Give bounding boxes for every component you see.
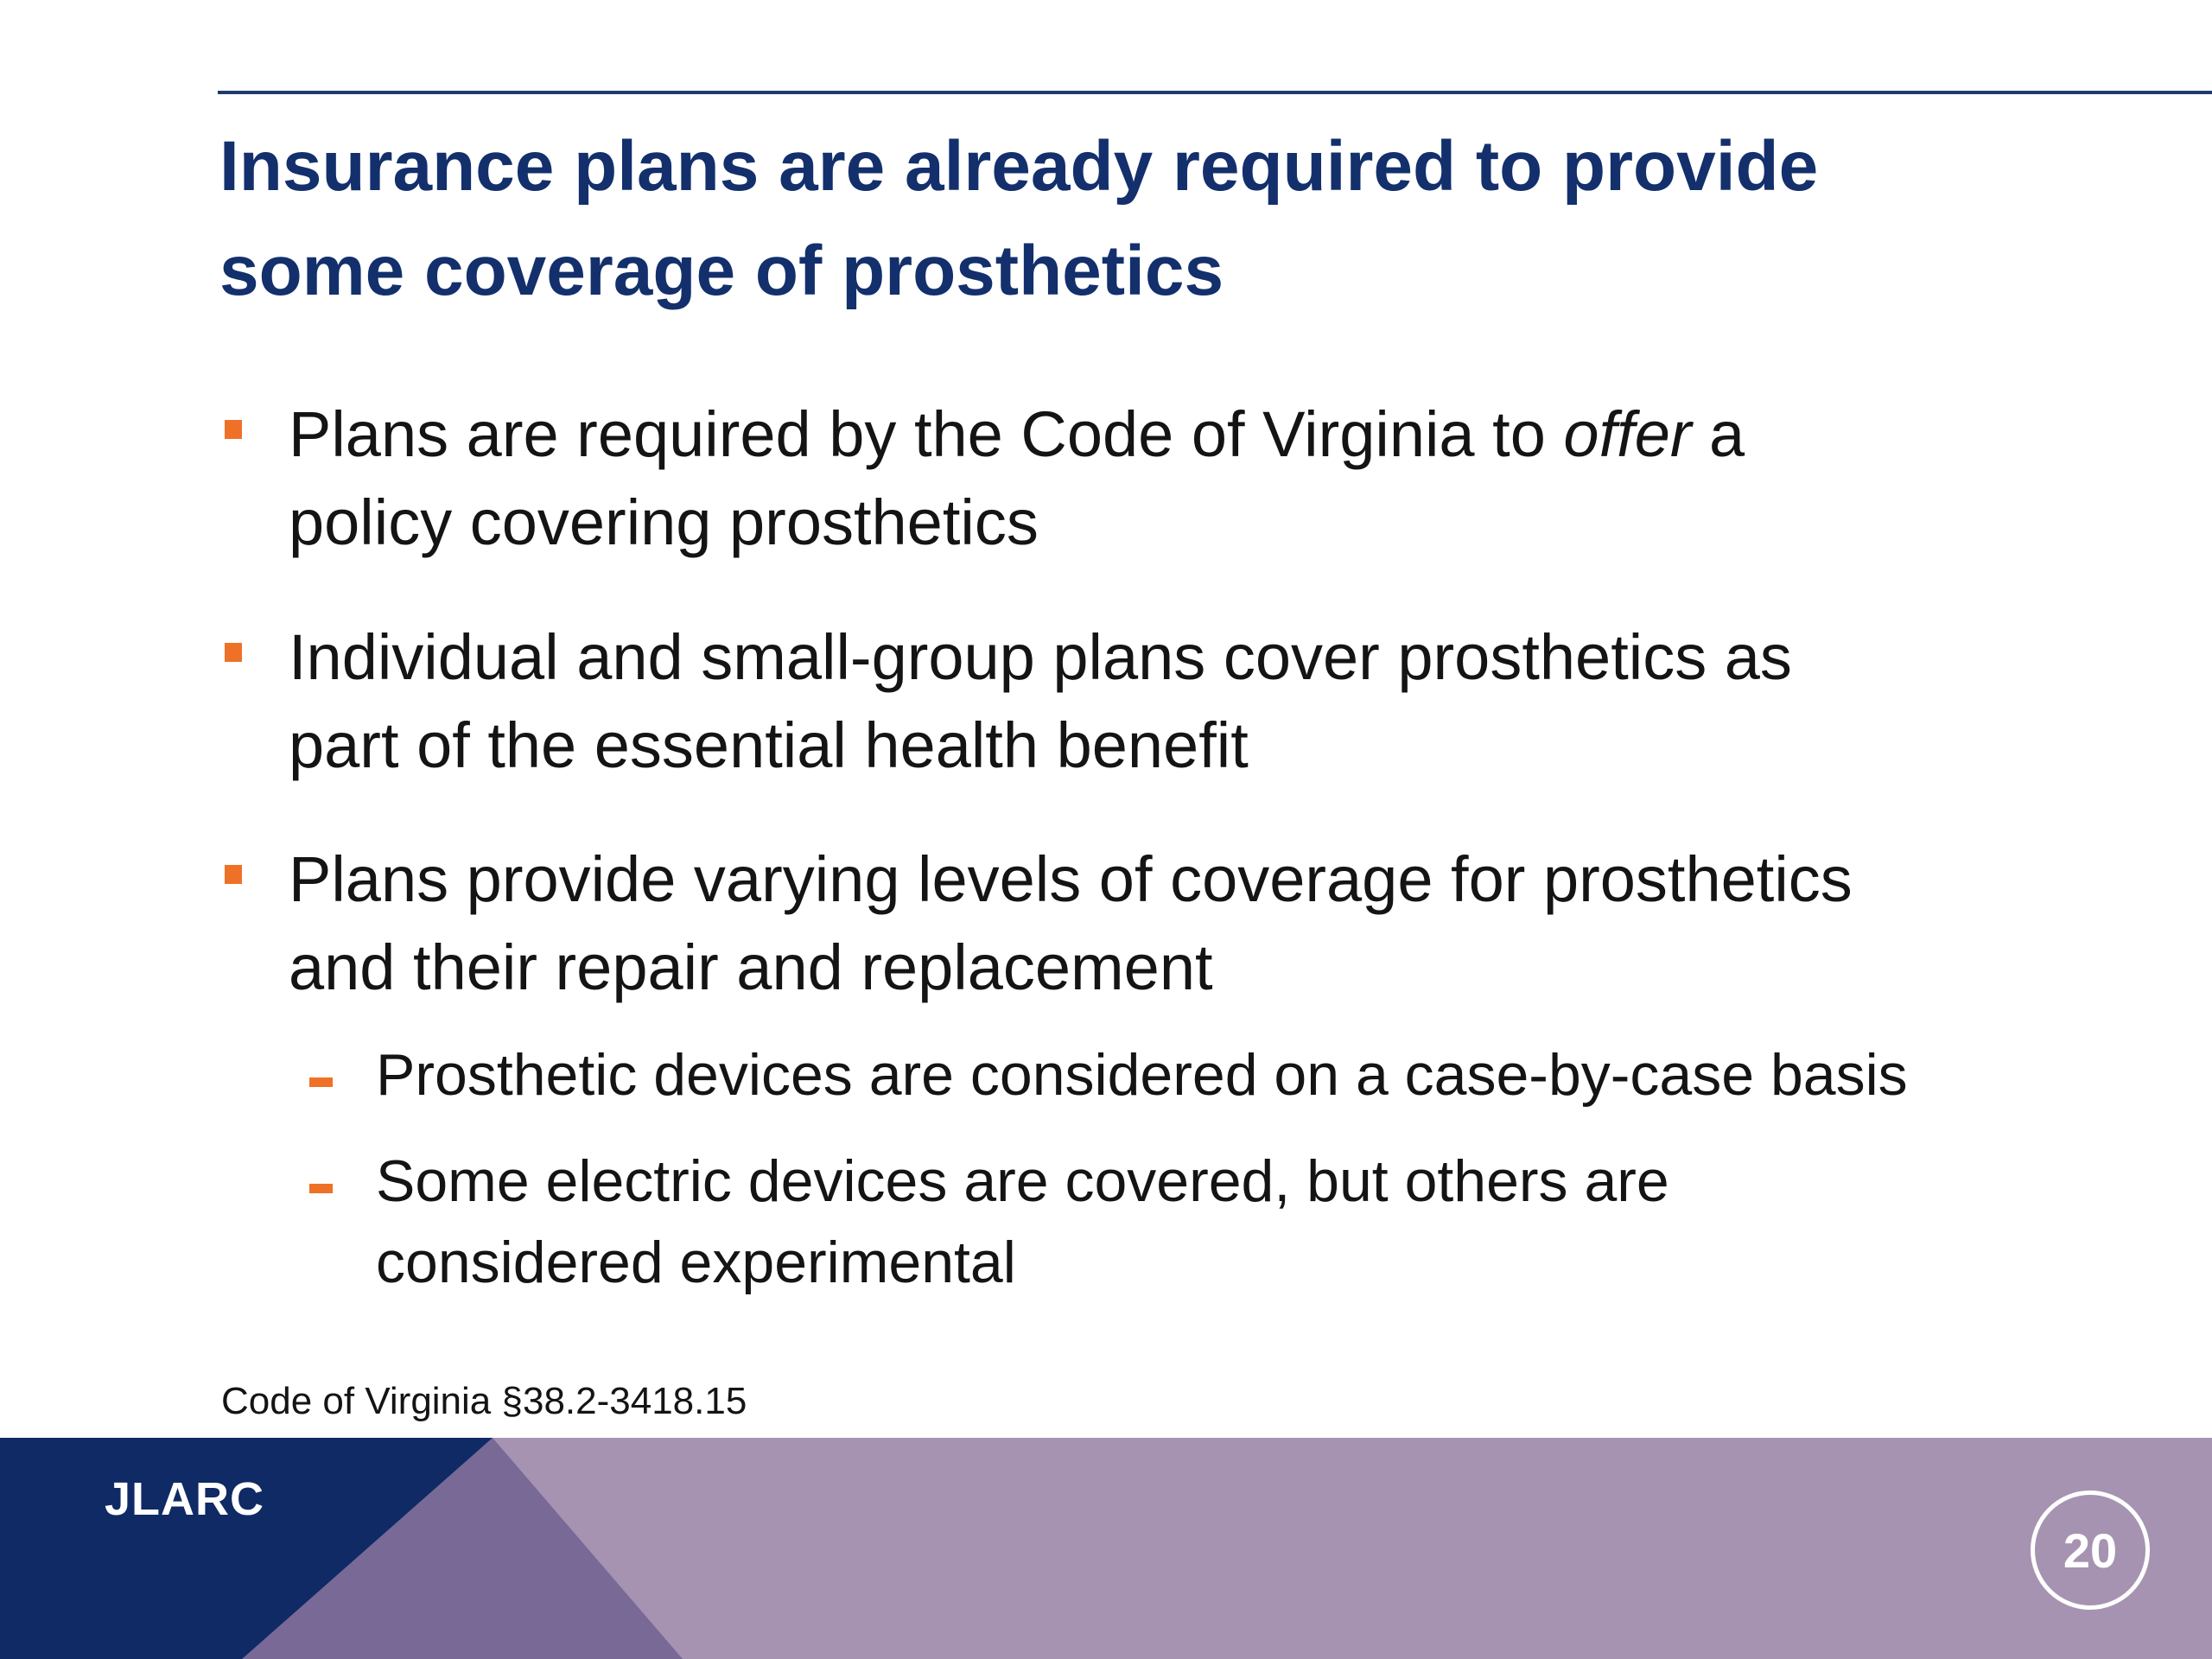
square-bullet-icon [225,643,242,662]
bullet-text-line-2: and their repair and replacement [289,931,1213,1003]
square-bullet-icon [225,865,242,884]
bullet-text-segment: Plans are required by the Code of Virginia to [289,398,1564,470]
sub-bullet-text-line-1: Prosthetic devices are considered on a case-by-case basis [376,1042,1908,1108]
sub-bullet-text-line-2: considered experimental [376,1230,1016,1295]
bullet-text-line-1: Plans provide varying levels of coverage for prosthetics [289,843,1853,915]
square-bullet-icon [225,420,242,439]
dash-bullet-icon [309,1184,333,1193]
bullet-text-segment: a [1691,398,1745,470]
bullet-text-line-2: part of the essential health benefit [289,709,1249,781]
sub-bullet-item [309,1141,2124,1303]
bullet-item [225,836,2126,1012]
title-line-2: some coverage of prosthetics [219,232,1224,310]
bullet-text-line-1: Individual and small-group plans cover prosthetics as [289,621,1792,693]
footer-band [0,1438,2212,1659]
footer-graphic [0,1438,2212,1659]
dash-bullet-icon [309,1077,333,1087]
bullet-text-line-2: policy covering prosthetics [289,486,1039,558]
bullet-emphasis: offer [1563,398,1692,470]
jlarc-logo: JLARC [105,1473,265,1525]
bullet-item [225,391,2126,567]
page-number-badge: 20 [2031,1491,2150,1610]
sub-bullet-text-line-1: Some electric devices are covered, but others are [376,1148,1669,1214]
bullet-text-line-1 [289,391,2126,479]
bullet-item [225,613,2126,790]
title-line-1: Insurance plans are already required to provide [219,127,1819,206]
source-footnote: Code of Virginia §38.2-3418.15 [221,1380,747,1422]
sub-bullet-item [309,1034,2124,1116]
